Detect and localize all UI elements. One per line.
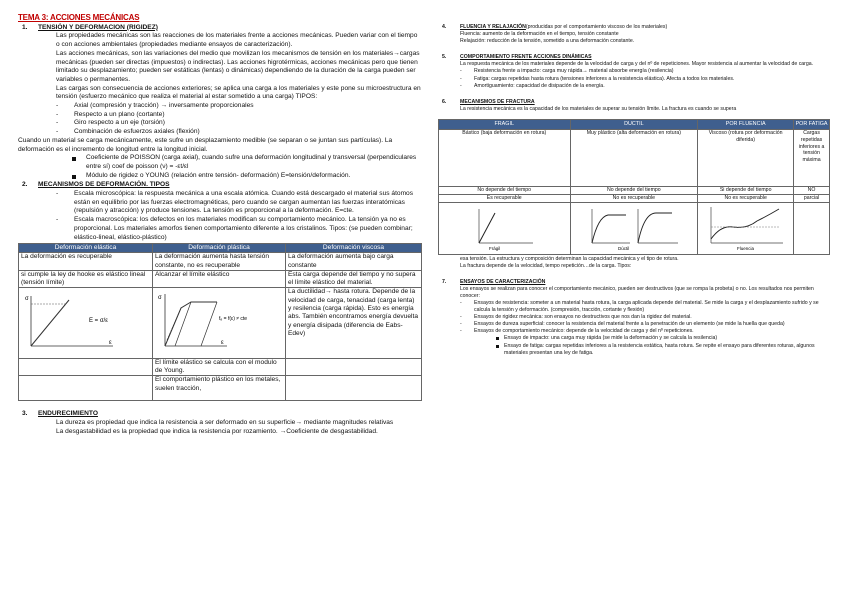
table-cell: No depende del tiempo <box>570 186 698 194</box>
table-header: POR FATIGA <box>794 119 830 129</box>
plastic-figure-cell <box>152 288 285 358</box>
section-label: FLUENCIA Y RELAJACIÓN <box>460 24 526 30</box>
section-label: COMPORTAMIENTO FRENTE ACCIONES DINÁMICAS <box>460 54 592 61</box>
table-cell <box>794 202 830 254</box>
table-cell: La deformación es recuperable <box>19 253 153 271</box>
table-cell: Bástico (baja deformación en rotura) <box>439 129 571 186</box>
table-cell: Es recuperable <box>439 194 571 202</box>
left-column <box>18 0 422 436</box>
axis-label: σ <box>25 296 29 303</box>
creep-chart <box>703 203 789 251</box>
section-number: 1. <box>22 23 28 31</box>
paragraph: Las cargas son consecuencia de acciones exteriores; se aplica una carga a los materiales y este pone su microestructura en tensión (esfuerzo mecánico que realiza el material al estar sometido a una carga) TIPOS: <box>56 84 421 101</box>
creep-chart-cell <box>698 202 794 254</box>
axis-label: σ <box>157 295 162 302</box>
table-cell: NO <box>794 186 830 194</box>
axis-label: ε <box>109 340 112 347</box>
plastic-diagram <box>157 290 281 352</box>
table-header: FRAGIL <box>439 119 571 129</box>
section-label: MECANISMOS DE FRACTURA <box>460 98 535 105</box>
section-4-heading <box>438 24 830 31</box>
table-header: POR FLUENCIA <box>698 119 794 129</box>
list-item: Ensayo de fatiga: cargas repetidas inferiores a la resistencia estática, hasta rotura. Se repite el ensayo para diferentes roturas, algunos materiales presentan una ley de fatiga. <box>494 343 830 357</box>
list-item: - Combinación de esfuerzos axiales (flexión) <box>56 128 422 137</box>
chart-label: Fluencia <box>736 245 754 251</box>
table-cell: No es recuperable <box>570 194 698 202</box>
tests-sublist <box>438 335 830 356</box>
list-item: - Ensayos de dureza superficial: conocer la resistencia del material frente a la penetración de un elemento (se mide la huella que queda) <box>460 321 830 328</box>
elastic-diagram <box>23 290 147 352</box>
section-number: 2. <box>22 181 28 189</box>
list-item: - Giro respecto a un eje (torsión) <box>56 119 422 128</box>
table-cell: El comportamiento plástico en los metales, suelen tracción, <box>152 376 285 401</box>
section-1-heading <box>18 24 422 33</box>
table-header: Deformación plástica <box>152 244 285 253</box>
dynamic-list <box>438 68 830 89</box>
table-header: DUCTIL <box>570 119 698 129</box>
table-cell: La deformación aumenta bajo carga constante <box>285 253 421 271</box>
section-number: 4. <box>442 24 447 30</box>
paragraph: Las acciones mecánicas, son las variaciones del medio que movilizan los mecanismos de tensión en los materiales→cargas mecánicas (pueden ser directas (impuestos) o indirectas). Las acciones higrotérmicas, acciones mecánicas pero que tienen limitado su desplazamiento; pueden ser estáticas (lentas) o dinámicas) dependiendo de la duración de la carga pueden ser variables o permanentes. <box>56 49 420 83</box>
section-3-heading <box>18 410 422 419</box>
table-header: Deformación viscosa <box>285 244 421 253</box>
section-6-heading <box>438 99 830 106</box>
paragraph: Los ensayos se realizan para conocer el comportamiento mecánico, pueden ser destructivos (que se rompa la probeta) o no. Los resultados nos permiten conocer: <box>460 285 814 299</box>
paragraph: La fractura depende de la velocidad, tempo repetición…de la carga. Tipos: <box>460 262 632 269</box>
list-item: - Resistencia frente a impacto: carga muy rápida→ material absorbe energía (resilencia) <box>460 68 830 75</box>
section-5-heading <box>438 54 830 61</box>
paragraph: Relajación: reducción de la tensión, sometido a una deformación constante. <box>460 38 635 45</box>
chart-label: Dúctil <box>617 245 630 251</box>
formula-label: E = σ/ε <box>89 318 108 325</box>
right-column <box>438 0 830 357</box>
table-cell <box>285 376 421 401</box>
paragraph: Las propiedades mecánicas son las reacciones de los materiales frente a acciones mecánicas. Pueden variar con el tiempo o con acciones ambientales (propiedades mediante ensayos de caracterización). <box>56 32 418 49</box>
list-item: - Fatiga: cargas repetidas hasta rotura (tensiones inferiores a la resistencia elástica). Afecta a todos los materiales. <box>460 76 830 83</box>
list-item: Coeficiente de POISSON (carga axial), cuando sufre una deformación longitudinal y transversal (perpendiculares entre sí) coef de poisson (ν) = -εt/εl <box>70 154 422 171</box>
table-cell: Cargas repetidas inferiores a tensión máxima <box>794 129 830 186</box>
chart-label: Frágil <box>489 245 501 251</box>
paragraph: La desgastabilidad es la propiedad que indica la resistencia por rozamiento. →Coeficiente de desgastabilidad. <box>56 427 378 435</box>
section-7-heading <box>438 279 830 286</box>
table-cell: Esta carga depende del tiempo y no supera el límite elástico del material. <box>285 270 421 288</box>
section-label: ENDURECIMIENTO <box>38 410 98 418</box>
table-cell: Viscoso (rotura por deformación diferida) <box>698 129 794 186</box>
ductile-chart <box>584 203 684 251</box>
list-item: - Ensayos de rigidez mecánica: son ensayos no destructivos que nos dan la rigidez del material. <box>460 314 830 321</box>
table-cell: Si depende del tiempo <box>698 186 794 194</box>
table-cell: No es recuperable <box>698 194 794 202</box>
table-cell: si cumple la ley de hooke es elástico lineal (tensión límite) <box>19 270 153 288</box>
paragraph: La dureza es propiedad que indica la resistencia a ser deformado en su superficie→ mediante magnitudes relativas <box>56 419 394 427</box>
elastic-figure-cell <box>19 288 153 358</box>
table-cell: La ductilidad→ hasta rotura. Depende de la velocidad de carga, tenacidad (carga lenta) y resilencia (carga rápida). Esto es energía abs. También encontramos energía devuelta y energía disipada (diferencia de Eabs-Edev) <box>285 288 421 358</box>
list-item: - Escala microscópica: la respuesta mecánica a una escala atómica. Cuando está descargado el material sus átomos están en equilibrio por las fuerzas electromagnéticas, pero cuando se cargan aumentan las fuerzas interatómicas (repulsión y atracción) y produce tensiones. La tensión es proporcional a la deformación. E=cte. <box>56 190 422 216</box>
list-item: - Axial (compresión y tracción) → inversamente proporcionales <box>56 102 422 111</box>
list-item: - Ensayos de resistencia: someter a un material hasta rotura, la carga aplicada depende del material. Se mide la carga y el desplazamiento sufrido y se calcula la tensión y deformación. (compresión, tracción, cortante y flexión) <box>460 300 830 314</box>
section-label: TENSIÓN Y DEFORMACION (RIGIDEZ) <box>38 23 158 31</box>
list-item: - Amortiguamiento: capacidad de disipación de la energía. <box>460 83 830 90</box>
table-cell: La deformación aumenta hasta tensión constante, no es recuperable <box>152 253 285 271</box>
list-item: - Ensayos de comportamiento mecánico: depende de la velocidad de carga y del nº repeticiones. <box>460 328 830 335</box>
paragraph: Cuando un material se carga mecánicamente, este sufre un desplazamiento medible (se separan o se juntan sus partículas). La deformación es el incremento de longitud entre la longitud inicial. <box>18 136 393 153</box>
page-title: TEMA 3: ACCIONES MECÁNICAS <box>18 13 140 22</box>
section-label: MECANISMOS DE DEFORMACIÓN. TIPOS <box>38 181 170 189</box>
section-2-heading <box>18 181 422 190</box>
table-cell: Alcanzar el límite elástico <box>152 270 285 288</box>
table-cell: Muy plástico (alta deformación en rotura) <box>570 129 698 186</box>
tests-list <box>438 300 830 335</box>
list-item: Ensayo de impacto: una carga muy rápida (se mide la deformación y se calcula la resilencia) <box>494 335 830 342</box>
table-cell <box>19 376 153 401</box>
paragraph: esa tensión. La estructura y composición determinan la capacidad mecánica y el tipo de rotura. <box>460 255 679 262</box>
load-types-list <box>18 102 422 137</box>
section-number: 3. <box>22 410 28 418</box>
section-label: ENSAYOS DE CARACTERIZACIÓN <box>460 278 546 285</box>
formula-label: fₑ = f(ε) ≠ cte <box>218 316 248 323</box>
axis-label: ε <box>220 340 224 347</box>
section-number: 6. <box>442 98 447 105</box>
table-cell: parcial <box>794 194 830 202</box>
table-cell <box>285 358 421 376</box>
brittle-chart <box>459 203 549 251</box>
fracture-table <box>438 119 830 255</box>
ductile-chart-cell <box>570 202 698 254</box>
table-cell: No depende del tiempo <box>439 186 571 194</box>
section-number: 7. <box>442 278 447 285</box>
scale-list <box>18 190 422 242</box>
list-item: - Escala macroscópica: los defectos en los materiales modifican su comportamiento mecánico. La tensión ya no es proporcional. Los materiales amorfos tienen comportamiento diferente a los cristalinos. Tipos: (se pueden combinar; elástico-lineal, elástico-plástico) <box>56 216 422 242</box>
paragraph: La respuesta mecánica de los materiales depende de la velocidad de carga y del nº de repeticiones. Mayor resistencia al aumentar la velocidad de carga. <box>460 61 814 68</box>
table-cell: El límite elástico se calcula con el modulo de Young. <box>152 358 285 376</box>
section-label-rest: (producidas por el comportamiento viscoso de los materiales) <box>525 24 668 30</box>
section-number: 5. <box>442 54 447 61</box>
list-item: Módulo de rigidez o YOUNG (relación entre tensión- deformación) E=tensión/deformación. <box>70 172 422 181</box>
list-item: - Respecto a un plano (cortante) <box>56 111 422 120</box>
brittle-chart-cell <box>439 202 571 254</box>
deformation-table <box>18 243 422 401</box>
table-cell <box>19 358 153 376</box>
paragraph: Fluencia: aumento de la deformación en el tiempo, tensión constante <box>460 31 619 38</box>
coefficients-list <box>18 154 422 180</box>
table-header: Deformación elástica <box>19 244 153 253</box>
paragraph: La resistencia mecánica es la capacidad de los materiales de superar su tensión límite. La fractura es cuando se supera <box>460 105 737 112</box>
